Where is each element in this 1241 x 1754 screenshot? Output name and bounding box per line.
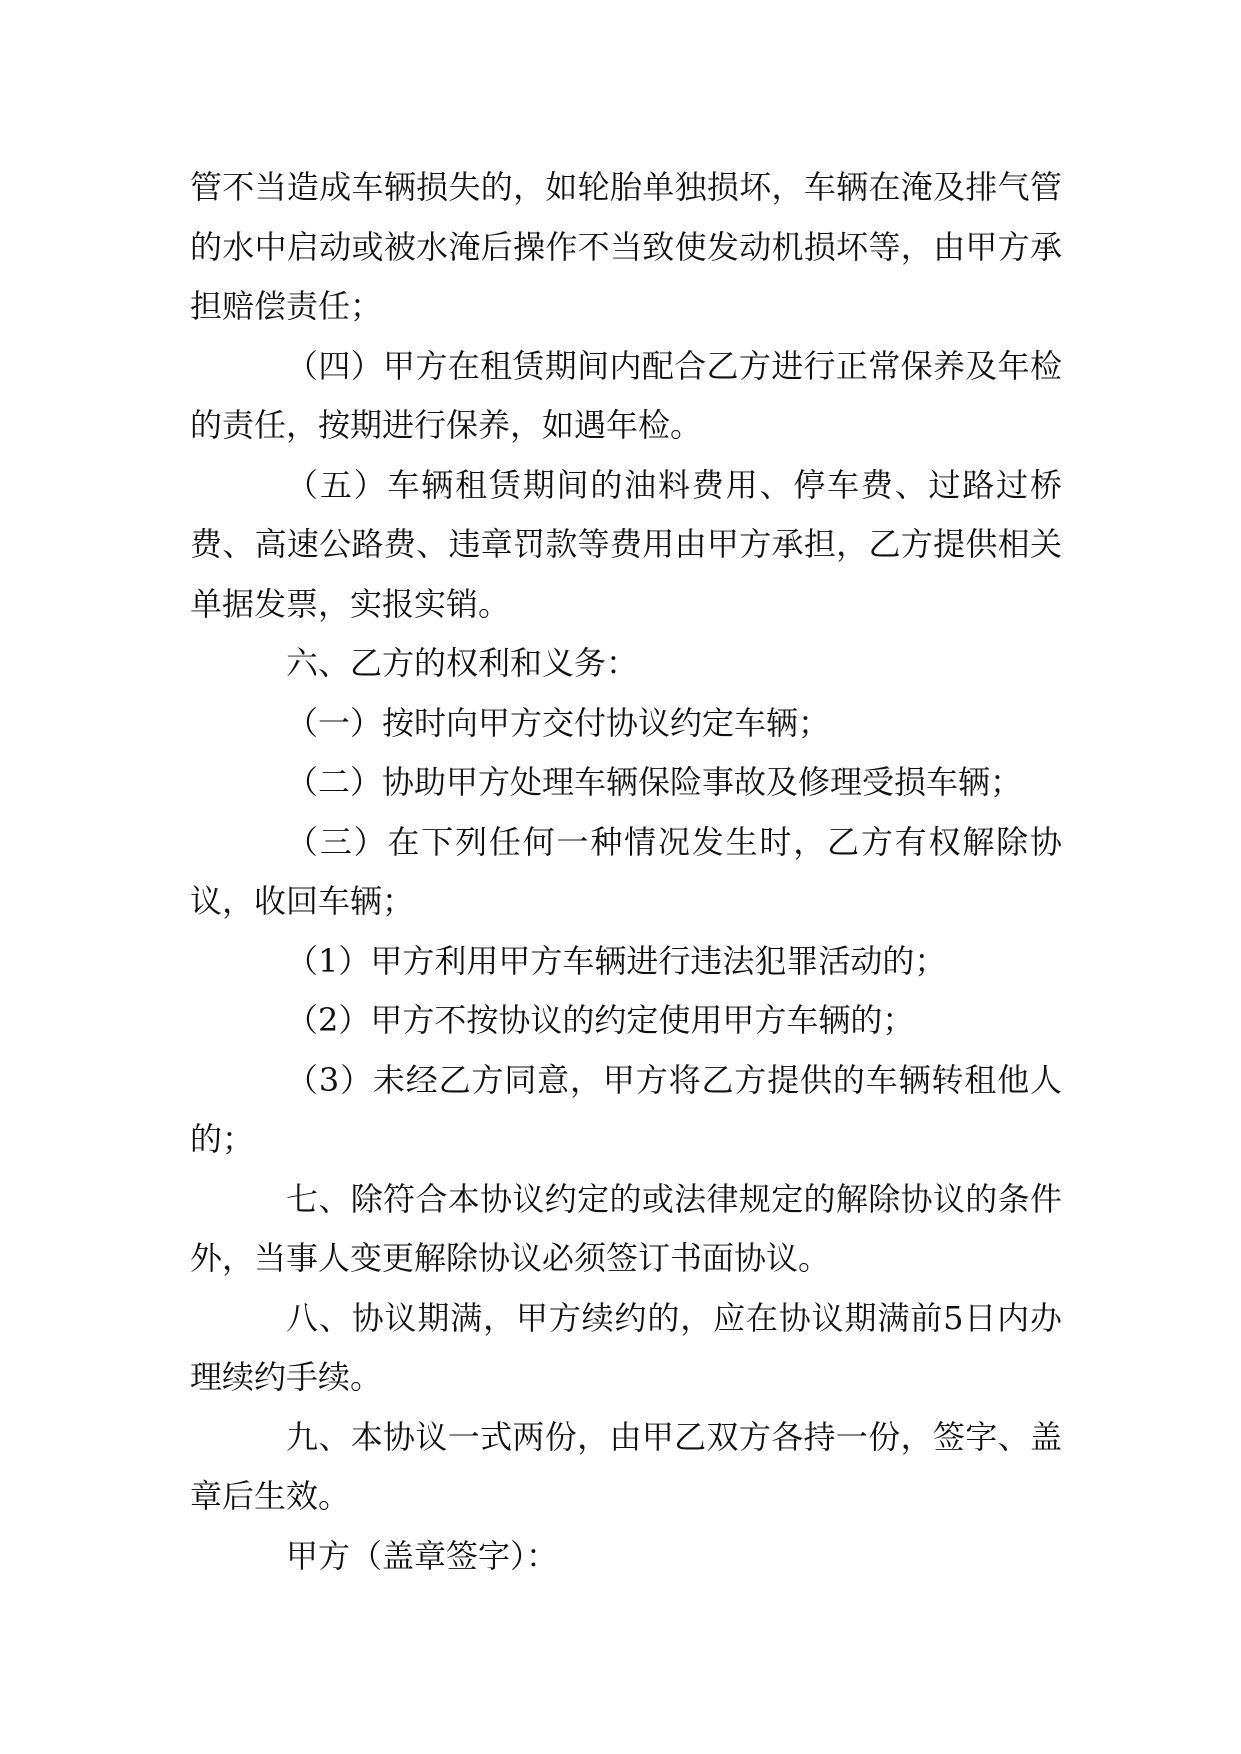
paragraph-clause-4: （四）甲方在租赁期间内配合乙方进行正常保养及年检的责任，按期进行保养，如遇年检。 — [190, 346, 1062, 444]
signature-party-a: 甲方（盖章签字）： — [286, 1536, 559, 1575]
section-seven: 七、除符合本协议约定的或法律规定的解除协议的条件外，当事人变更解除协议必须签订书面协议。 — [190, 1179, 1062, 1277]
paragraph-condition-2: （2）甲方不按协议的约定使用甲方车辆的； — [286, 1001, 915, 1039]
section-heading-party-b-rights: 六、乙方的权利和义务： — [286, 644, 639, 682]
paragraph-condition-3: （3）未经乙方同意，甲方将乙方提供的车辆转租他人的； — [190, 1060, 1062, 1158]
document-body — [190, 158, 1062, 1586]
section-nine: 九、本协议一式两份，由甲乙双方各持一份，签字、盖章后生效。 — [190, 1417, 1062, 1515]
paragraph-b-clause-1: （一）按时向甲方交付协议约定车辆； — [286, 703, 831, 742]
paragraph-liability-continued: 管不当造成车辆损失的，如轮胎单独损坏，车辆在淹及排气管的水中启动或被水淹后操作不当致使发动机损坏等，由甲方承担赔偿责任； — [190, 168, 1062, 325]
section-eight: 八、协议期满，甲方续约的，应在协议期满前5日内办理续约手续。 — [190, 1298, 1062, 1396]
paragraph-b-clause-2: （二）协助甲方处理车辆保险事故及修理受损车辆； — [286, 763, 1023, 801]
paragraph-clause-5: （五）车辆租赁期间的油料费用、停车费、过路过桥费、高速公路费、违章罚款等费用由甲方承担，乙方提供相关单据发票，实报实销。 — [190, 465, 1062, 623]
paragraph-b-clause-3: （三）在下列任何一种情况发生时，乙方有权解除协议，收回车辆； — [190, 822, 1062, 920]
paragraph-condition-1: （1）甲方利用甲方车辆进行违法犯罪活动的； — [286, 941, 947, 980]
